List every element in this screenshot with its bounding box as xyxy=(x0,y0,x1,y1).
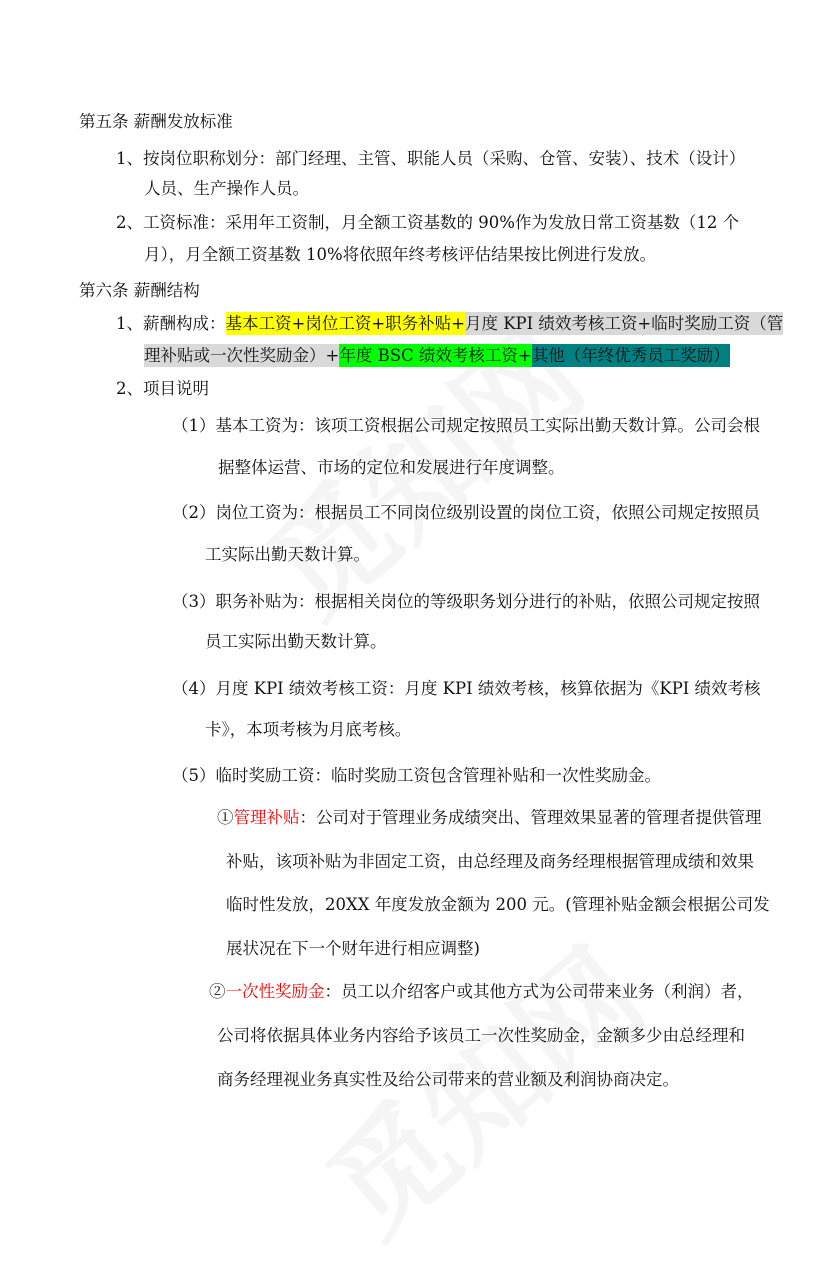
sub2-marker: ② xyxy=(209,982,226,1001)
sub1-marker: ① xyxy=(217,808,234,827)
article5-item1-line1: 1、按岗位职称划分：部门经理、主管、职能人员（采购、仓管、安装）、技术（设计） xyxy=(116,149,746,168)
article5-item1-line2: 人员、生产操作人员。 xyxy=(144,179,309,198)
p3-line1: （3）职务补贴为：根据相关岗位的等级职务划分进行的补贴，依照公司规定按照 xyxy=(172,592,760,611)
compensation-line2 xyxy=(144,342,730,370)
sub1-line4: 展状况在下一个财年进行相应调整) xyxy=(226,939,480,958)
compensation-teal-highlight: 其他（年终优秀员工奖励） xyxy=(531,346,730,365)
sub2-term: 一次性奖励金 xyxy=(225,982,325,1001)
compensation-yellow-highlight: 基本工资+岗位工资+职务补贴+ xyxy=(225,314,465,333)
p4-line2: 卡》，本项考核为月底考核。 xyxy=(205,720,412,739)
compensation-prefix: 1、薪酬构成： xyxy=(116,314,226,333)
sub1-term: 管理补贴 xyxy=(233,808,300,827)
explain-heading: 2、项目说明 xyxy=(116,379,209,398)
sub1-line1 xyxy=(217,804,762,832)
sub1-line3: 临时性发放，20XX 年度发放金额为 200 元。(管理补贴金额会根据公司发 xyxy=(226,895,770,914)
compensation-gray-highlight-1: 月度 KPI 绩效考核工资+临时奖励工资（管 xyxy=(464,314,784,333)
p3-line2: 员工实际出勤天数计算。 xyxy=(205,632,387,651)
article5-item2-line1: 2、工资标准：采用年工资制，月全额工资基数的 90%作为发放日常工资基数（12 个 xyxy=(116,213,740,232)
sub2-line2: 公司将依据具体业务内容给予该员工一次性奖励金，金额多少由总经理和 xyxy=(217,1026,745,1045)
sub2-line1-text: ：员工以介绍客户或其他方式为公司带来业务（利润）者， xyxy=(324,982,754,1001)
p1-line2: 据整体运营、市场的定位和发展进行年度调整。 xyxy=(218,458,565,477)
p4-line1: （4）月度 KPI 绩效考核工资：月度 KPI 绩效考核，核算依据为《KPI 绩效考核 xyxy=(172,679,761,698)
sub1-line1-text: ：公司对于管理业务成绩突出、管理效果显著的管理者提供管理 xyxy=(299,808,762,827)
sub2-line3: 商务经理视业务真实性及给公司带来的营业额及利润协商决定。 xyxy=(217,1070,679,1089)
p1-line1: （1）基本工资为：该项工资根据公司规定按照员工实际出勤天数计算。公司会根 xyxy=(172,416,760,435)
p2-line1: （2）岗位工资为：根据员工不同岗位级别设置的岗位工资，依照公司规定按照员 xyxy=(172,503,760,522)
compensation-green-highlight: 年度 BSC 绩效考核工资+ xyxy=(339,346,532,365)
sub1-line2: 补贴，该项补贴为非固定工资，由总经理及商务经理根据管理成绩和效果 xyxy=(226,852,754,871)
article5-heading: 第五条 薪酬发放标准 xyxy=(79,112,233,131)
article6-heading: 第六条 薪酬结构 xyxy=(79,281,200,300)
sub2-line1 xyxy=(209,978,754,1006)
compensation-gray-highlight-2: 理补贴或一次性奖励金）+ xyxy=(144,346,340,365)
p2-line2: 工实际出勤天数计算。 xyxy=(205,545,370,564)
compensation-line1 xyxy=(116,310,783,338)
p5-line1: （5）临时奖励工资：临时奖励工资包含管理补贴和一次性奖励金。 xyxy=(172,766,661,785)
article5-item2-line2: 月），月全额工资基数 10%将依照年终考核评估结果按比例进行发放。 xyxy=(144,245,657,264)
